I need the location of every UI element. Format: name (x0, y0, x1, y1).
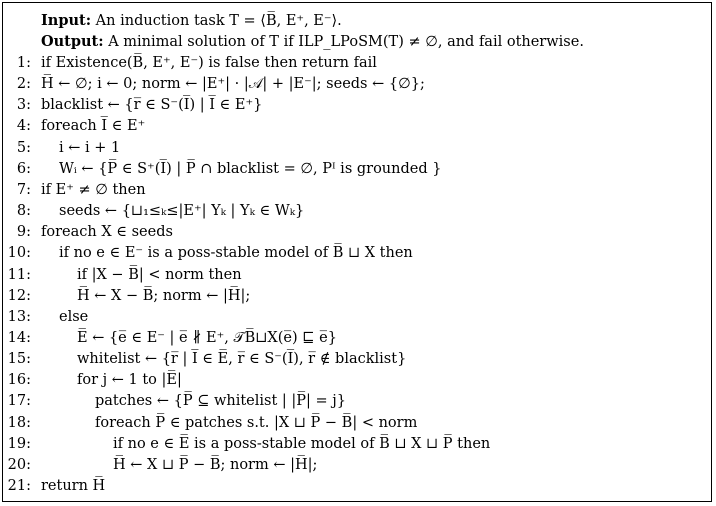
line-number: 13: (7, 308, 31, 325)
line-number: 12: (7, 287, 31, 304)
line-number: 19: (7, 435, 31, 452)
line-number: 3: (16, 97, 31, 114)
line-number: 11: (7, 266, 31, 283)
line-number: 6: (16, 160, 31, 177)
line-number: 18: (7, 414, 31, 431)
line-code: if E⁺ ≠ ∅ then (41, 181, 146, 198)
line-number: 8: (16, 203, 31, 220)
line-number: 10: (7, 245, 31, 262)
line-number: 16: (7, 372, 31, 389)
line-code: whitelist ← {r̅ | I̅ ∈ E̅, r̅ ∈ S⁻(I̅), r̅ ∉ blacklist} (77, 351, 407, 368)
line-number: 21: (7, 478, 31, 494)
line-code: Wᵢ ← {P̅ ∈ S⁺(I̅) | P̅ ∩ blacklist = ∅, Pᴵ is grounded } (59, 160, 442, 177)
line-code: patches ← {P̅ ⊆ whitelist | |P̅| = j} (95, 393, 347, 410)
line-number: 1: (16, 55, 31, 71)
algorithm-box (2, 2, 712, 502)
line-code: blacklist ← {r̅ ∈ S⁻(I̅) | I̅ ∈ E⁺} (41, 97, 263, 114)
line-number: 2: (16, 76, 31, 93)
output-label: Output: (41, 33, 104, 50)
line-number: 9: (16, 224, 31, 241)
line-number: 4: (16, 118, 31, 135)
line-number: 5: (16, 139, 31, 156)
line-number: 15: (7, 351, 31, 368)
line-code: for j ← 1 to |E̅| (77, 372, 182, 389)
line-number: 7: (16, 181, 31, 198)
line-code: else (59, 308, 89, 325)
line-code: H̅ ← X ⊔ P̅ − B̅; norm ← |H̅|; (113, 456, 318, 473)
line-code: if no e ∈ E̅ is a poss-stable model of B̅ ⊔ X ⊔ P̅ then (113, 435, 491, 452)
line-number: 14: (7, 329, 31, 346)
line-code: if |X − B̅| < norm then (77, 266, 242, 283)
line-code: seeds ← {⊔₁≤ₖ≤|E⁺| Yₖ | Yₖ ∈ Wₖ} (59, 203, 305, 220)
line-code: i ← i + 1 (59, 139, 121, 156)
input-label: Input: (41, 12, 92, 29)
line-number: 17: (7, 393, 31, 410)
line-code: foreach I̅ ∈ E⁺ (41, 118, 146, 135)
line-code: if Existence(B̅, E⁺, E⁻) is false then return fail (41, 55, 377, 71)
output-text: A minimal solution of T if ILP_LPoSM(T) ≠ ∅, and fail otherwise. (108, 34, 584, 50)
line-code: if no e ∈ E⁻ is a poss-stable model of B̅ ⊔ X then (59, 245, 413, 262)
line-code: foreach X ∈ seeds (41, 224, 173, 241)
line-number: 20: (7, 456, 31, 473)
line-code: E̅ ← {e̅ ∈ E⁻ | e̅ ∦ E⁺, 𝒯B̅⊔X(e̅) ⊑ e̅} (77, 329, 337, 346)
line-code: H̅ ← ∅; i ← 0; norm ← |E⁺| · |𝒜| + |E⁻|; seeds ← {∅}; (41, 76, 425, 93)
line-code: H̅ ← X − B̅; norm ← |H̅|; (77, 287, 251, 304)
input-text: An induction task T = ⟨B̅, E⁺, E⁻⟩. (95, 13, 342, 29)
line-code: return H̅ (41, 478, 106, 494)
line-code: foreach P̅ ∈ patches s.t. |X ⊔ P̅ − B̅| < norm (95, 414, 418, 431)
